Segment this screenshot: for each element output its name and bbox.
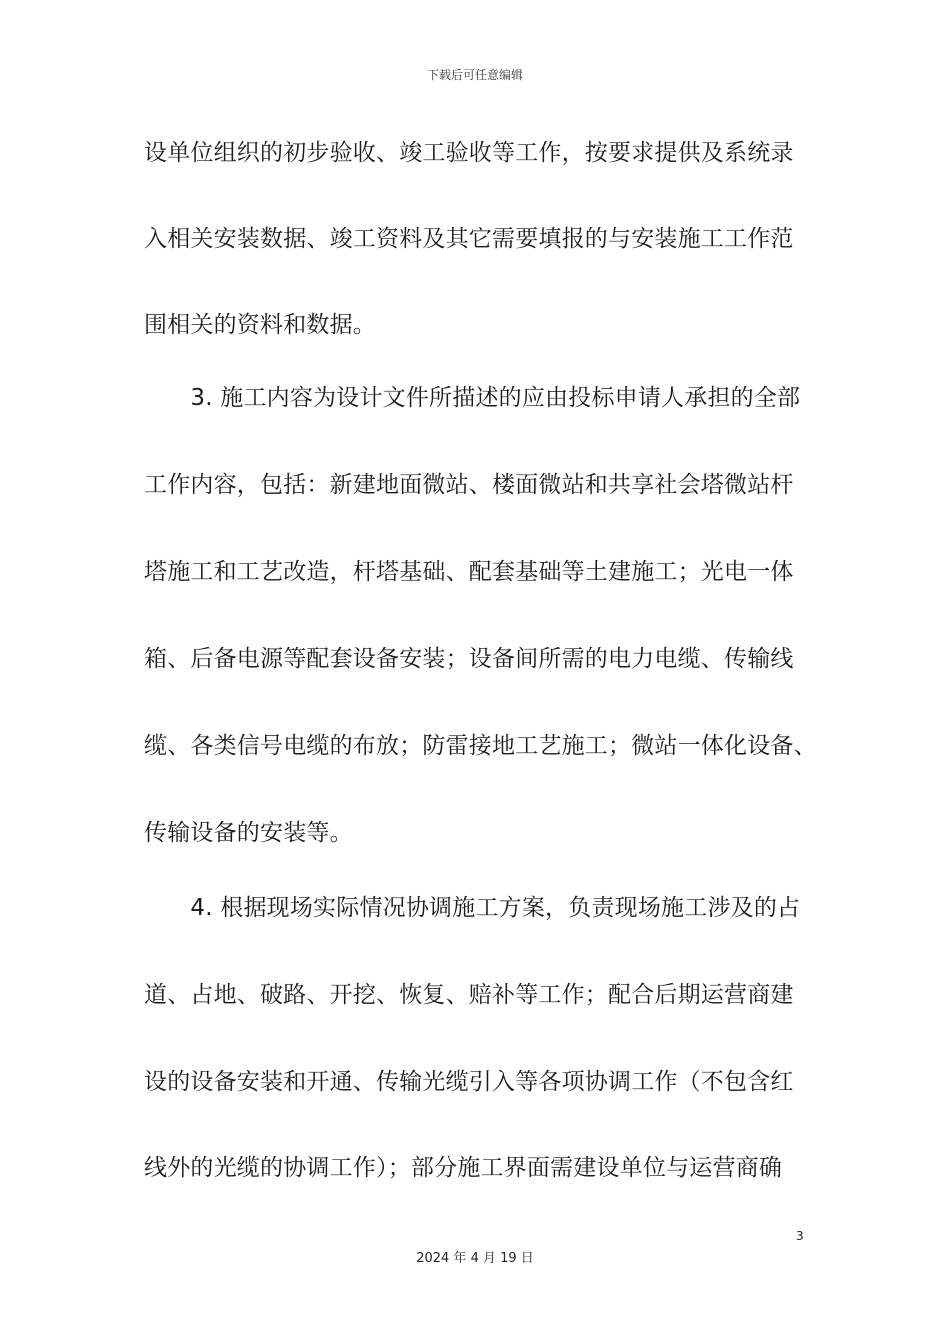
body-line: 塔施工和工艺改造，杆塔基础、配套基础等土建施工；光电一体 xyxy=(144,559,794,585)
body-line: 工作内容，包括：新建地面微站、楼面微站和共享社会塔微站杆 xyxy=(144,472,794,498)
body-line: 道、占地、破路、开挖、恢复、赔补等工作；配合后期运营商建 xyxy=(144,982,794,1008)
body-line: 设单位组织的初步验收、竣工验收等工作，按要求提供及系统录 xyxy=(144,140,794,166)
body-line: 传输设备的安装等。 xyxy=(144,820,353,846)
body-line: 设的设备安装和开通、传输光缆引入等各项协调工作（不包含红 xyxy=(144,1069,794,1095)
body-line: 缆、各类信号电缆的布放；防雷接地工艺施工；微站一体化设备、 xyxy=(144,733,817,759)
body-line: 箱、后备电源等配套设备安装；设备间所需的电力电缆、传输线 xyxy=(144,646,794,672)
page-number: 3 xyxy=(796,1229,804,1243)
body-line: 4. 根据现场实际情况协调施工方案，负责现场施工涉及的占 xyxy=(144,895,801,921)
footer-date: 2024 年 4 月 19 日 xyxy=(416,1251,534,1266)
header-note: 下载后可任意编辑 xyxy=(426,68,523,82)
body-line: 围相关的资料和数据。 xyxy=(144,312,376,338)
body-line: 3. 施工内容为设计文件所描述的应由投标申请人承担的全部 xyxy=(144,385,801,411)
body-line: 入相关安装数据、竣工资料及其它需要填报的与安装施工工作范 xyxy=(144,226,794,252)
body-line: 线外的光缆的协调工作）；部分施工界面需建设单位与运营商确 xyxy=(144,1155,783,1181)
